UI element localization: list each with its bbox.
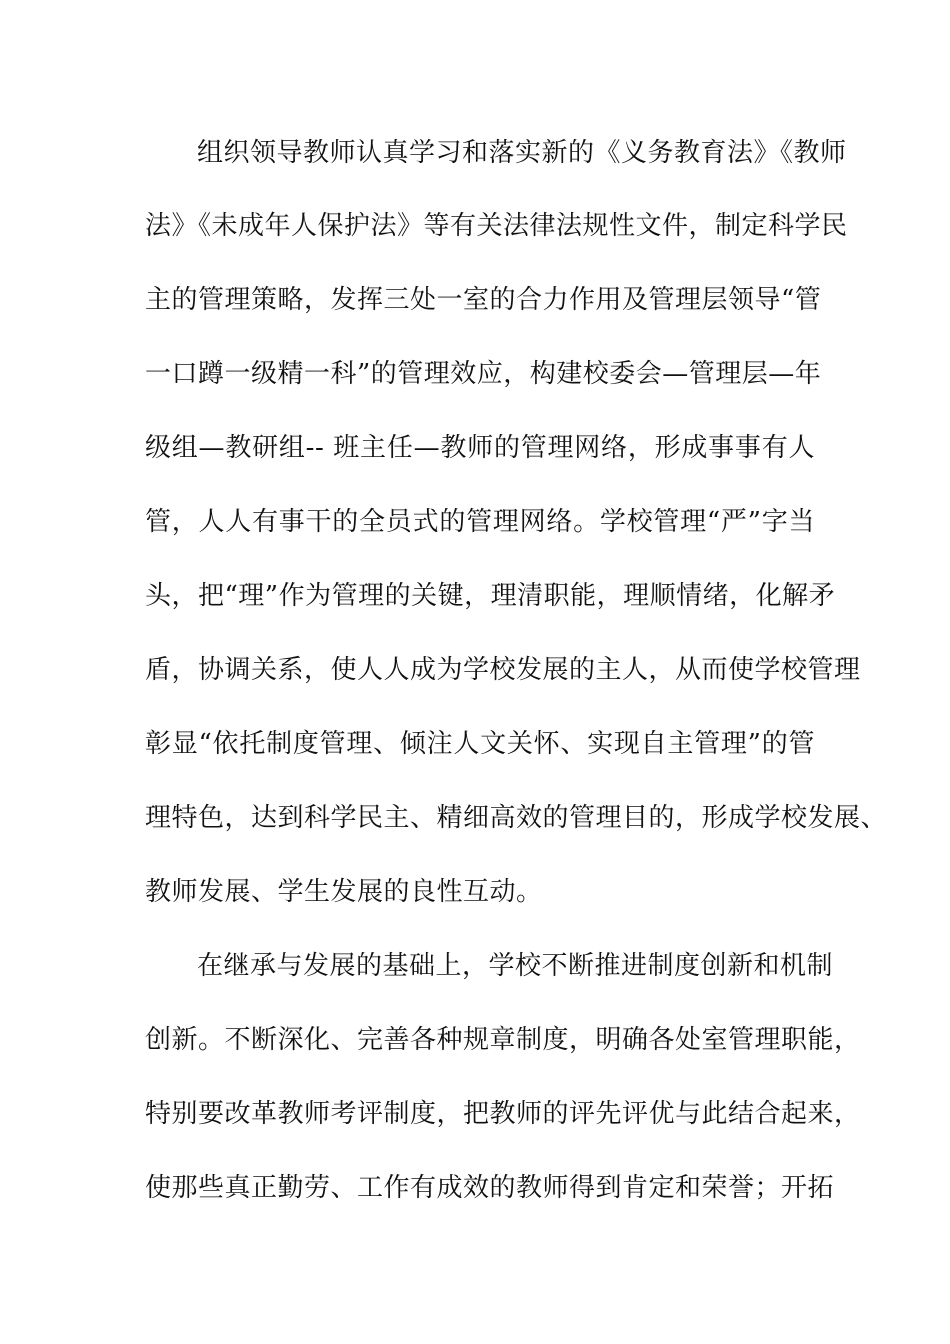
text-line: 组织领导教师认真学习和落实新的《义务教育法》《教师 — [197, 138, 847, 168]
text-line: 管，人人有事干的全员式的管理网络。学校管理“严”字当 — [145, 507, 815, 537]
text-line: 使那些真正勤劳、工作有成效的教师得到肯定和荣誉；开拓 — [145, 1173, 835, 1203]
text-line: 级组—教研组-- 班主任—教师的管理网络，形成事事有人 — [145, 433, 815, 463]
text-line: 在继承与发展的基础上，学校不断推进制度创新和机制 — [197, 951, 834, 981]
text-line: 一口蹲一级精一科”的管理效应，构建校委会—管理层—年 — [145, 359, 822, 389]
text-line: 创新。不断深化、完善各种规章制度，明确各处室管理职能， — [145, 1025, 861, 1055]
text-line: 理特色，达到科学民主、精细高效的管理目的，形成学校发展、 — [145, 803, 888, 833]
text-line: 特别要改革教师考评制度，把教师的评先评优与此结合起来， — [145, 1099, 861, 1129]
text-line: 法》《未成年人保护法》等有关法律法规性文件，制定科学民 — [145, 211, 848, 241]
text-line: 主的管理策略，发挥三处一室的合力作用及管理层领导“管 — [145, 285, 822, 315]
text-line: 彰显“依托制度管理、倾注人文关怀、实现自主管理”的管 — [145, 729, 815, 759]
text-line: 教师发展、学生发展的良性互动。 — [145, 877, 543, 907]
text-line: 盾，协调关系，使人人成为学校发展的主人，从而使学校管理 — [145, 655, 861, 685]
text-line: 头，把“理”作为管理的关键，理清职能，理顺情绪，化解矛 — [145, 581, 836, 611]
